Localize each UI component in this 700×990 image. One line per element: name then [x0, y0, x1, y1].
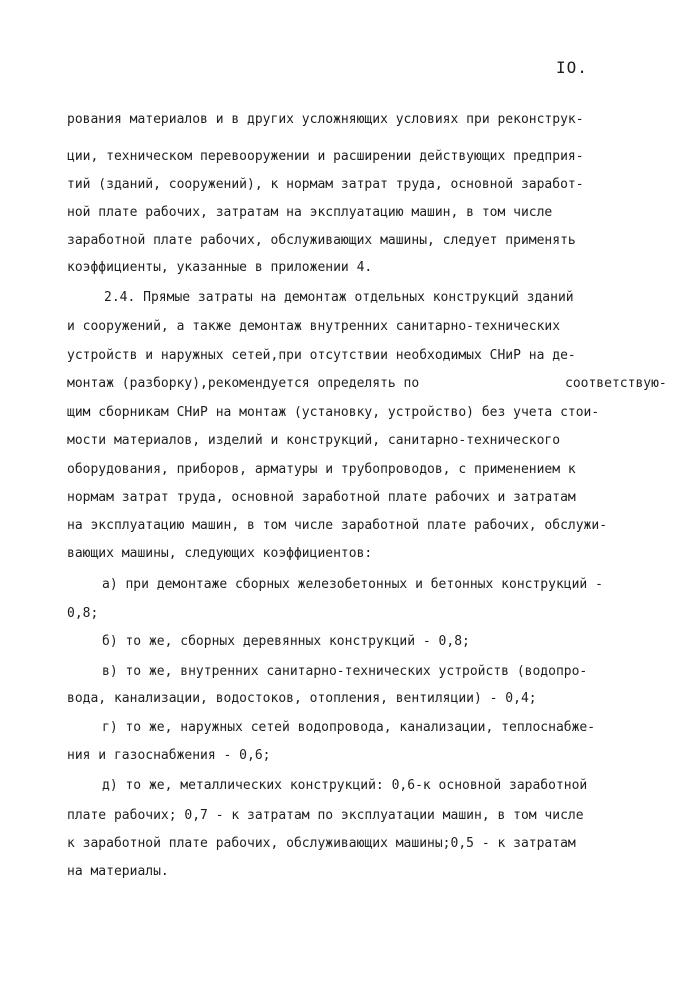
list-item-g: г) то же, наружных сетей водопровода, канализации, теплоснабже- [102, 720, 596, 735]
list-item-b: б) то же, сборных деревянных конструкций - 0,8; [102, 634, 470, 649]
text-line: заработной плате рабочих, обслуживающих машины, следует применять [67, 233, 576, 248]
list-item-a: а) при демонтаже сборных железобетонных и бетонных конструкций - [102, 577, 603, 592]
text-line: 2.4. Прямые затраты на демонтаж отдельных конструкций зданий [104, 290, 574, 305]
list-item-v: в) то же, внутренних санитарно-технических устройств (водопро- [102, 664, 588, 679]
text-line: к заработной плате рабочих, обслуживающих машины;0,5 - к затратам [67, 836, 576, 851]
text-line: вающих машины, следующих коэффициентов: [67, 546, 373, 561]
text-line: плате рабочих; 0,7 - к затратам по эксплуатации машин, в том числе [67, 808, 584, 823]
text-line: ции, техническом перевооружении и расширении действующих предприя- [67, 149, 584, 164]
text-line: соответствую- [565, 376, 667, 391]
text-line: рования материалов и в других усложняющих условиях при реконструк- [67, 112, 584, 127]
text-line: тий (зданий, сооружений), к нормам затрат труда, основной заработ- [67, 177, 584, 192]
text-line: мости материалов, изделий и конструкций, санитарно-технического [67, 433, 561, 448]
text-line: оборудования, приборов, арматуры и трубопроводов, с применением к [67, 462, 576, 477]
text-line: ния и газоснабжения - 0,6; [67, 748, 271, 763]
text-line: вода, канализации, водостоков, отопления, вентиляции) - 0,4; [67, 691, 537, 706]
text-line: ной плате рабочих, затратам на эксплуатацию машин, в том числе [67, 205, 553, 220]
page-number: IO. [556, 58, 588, 77]
text-line: на материалы. [67, 864, 169, 879]
text-line: монтаж (разборку),рекомендуется определять по [67, 376, 420, 391]
list-item-d: д) то же, металлических конструкций: 0,6-к основной заработной [102, 778, 588, 793]
text-line: нормам затрат труда, основной заработной плате рабочих и затратам [67, 490, 576, 505]
text-line: 0,8; [67, 606, 99, 621]
text-line: коэффициенты, указанные в приложении 4. [67, 260, 373, 275]
text-line: и сооружений, а также демонтаж внутренних санитарно-технических [67, 319, 561, 334]
text-line: устройств и наружных сетей,при отсутствии необходимых СНиР на де- [67, 348, 576, 363]
text-line: на эксплуатацию машин, в том числе заработной плате рабочих, обслужи- [67, 518, 608, 533]
text-line: щим сборникам СНиР на монтаж (установку, устройство) без учета стои- [67, 405, 600, 420]
